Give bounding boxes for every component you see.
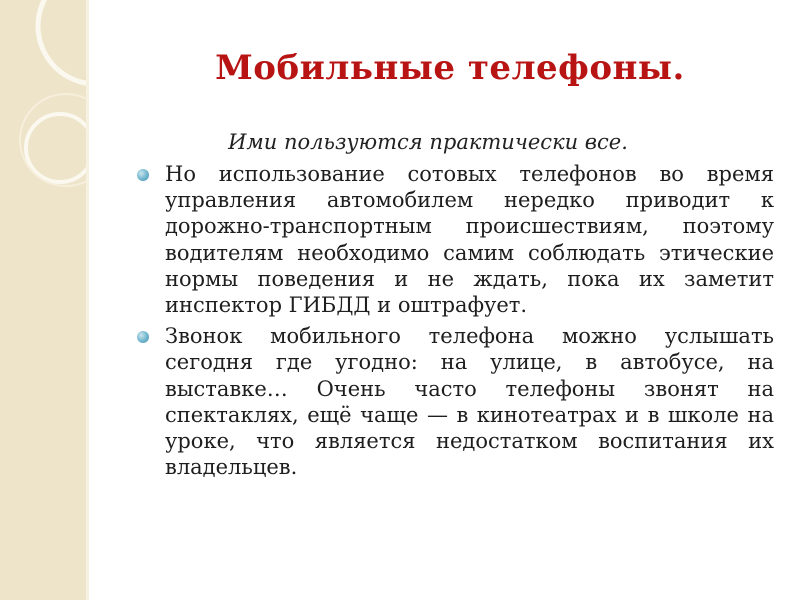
bullet-text: Но использование сотовых телефонов во время управления автомобилем нередко приводит к дорожно-транспортным происшествиям, поэтому водителям необходимо самим соблюдать этические нормы поведения и не ждать, пока их заметит инспектор ГИБДД и оштрафует. [165, 162, 774, 318]
bullet-list [136, 161, 774, 485]
slide-title: Мобильные телефоны. [215, 48, 685, 88]
decorative-rings-graphic [0, 0, 88, 220]
side-band-edge [86, 0, 89, 600]
bullet-dot-icon [137, 331, 149, 343]
decorative-side-band [0, 0, 88, 600]
bullet-dot-icon [137, 169, 149, 181]
bullet-text: Звонок мобильного телефона можно услышать сегодня где угодно: на улице, в автобусе, на выставке… Очень часто телефоны звонят на спектаклях, ещё чаще — в кинотеатрах и в школе на уроке, что является недостатком воспитания их владельцев. [165, 324, 774, 480]
bullet-item [136, 161, 774, 318]
bullet-item [136, 323, 774, 480]
slide-subtitle: Ими пользуются практически все. [228, 130, 628, 154]
